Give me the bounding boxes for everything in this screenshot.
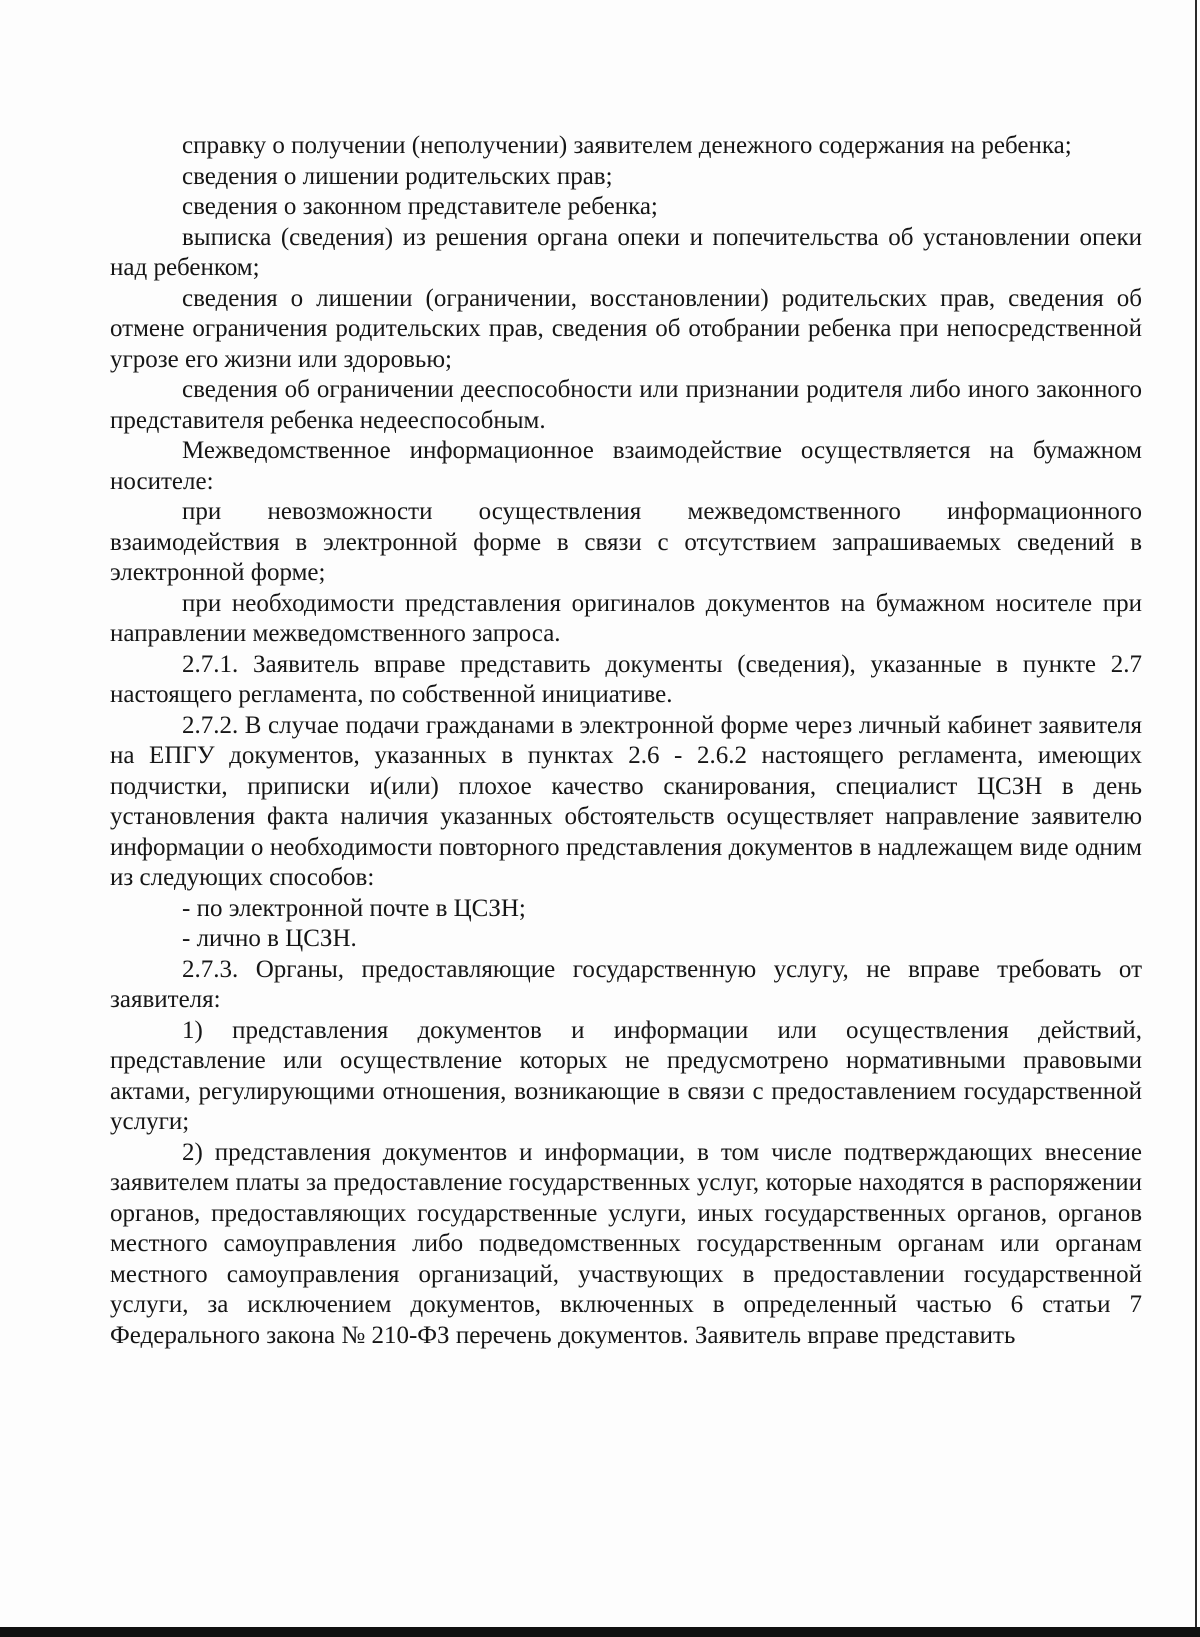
paragraph-item-2: 2) представления документов и информации, в том числе подтверждающих внесение заявителем платы за предоставление государственных услуг, которые находятся в распоряжении органов, предоставляющих государственные услуги, иных государственных органов, органов местного самоуправления либо подведомственных государственным органам или органам местного самоуправления организаций, участвующих в предоставлении государственной услуги, за исключением документов, включенных в определенный частью 6 статьи 7 Федерального закона № 210-ФЗ перечень документов. Заявитель вправе представить: [110, 1138, 1142, 1349]
paragraph-in-person-option: - лично в ЦСЗН.: [182, 925, 357, 952]
paragraph-parental-rights-info: сведения о лишении (ограничении, восстановлении) родительских прав, сведения об отмене ограничения родительских прав, сведения об отобрании ребенка при непосредственной угрозе его жизни или здоровью;: [110, 284, 1142, 373]
paragraph-email-option: - по электронной почте в ЦСЗН;: [182, 894, 526, 922]
paragraph-2-7-1: 2.7.1. Заявитель вправе представить документы (сведения), указанные в пункте 2.7 настоящего регламента, по собственной инициативе.: [110, 650, 1142, 708]
paragraph-2-7-2: 2.7.2. В случае подачи гражданами в электронной форме через личный кабинет заявителя на ЕПГУ документов, указанных в пунктах 2.6 - 2.6.2 настоящего регламента, имеющих подчистки, приписки и(или) плохое качество сканирования, специалист ЦСЗН в день установления факта наличия указанных обстоятельств осуществляет направление заявителю информации о необходимости повторного представления документов в надлежащем виде одним из следующих способов:: [110, 711, 1142, 891]
scan-right-edge: [1195, 0, 1197, 1637]
paragraph-electronic-impossible: при невозможности осуществления межведомственного информационного взаимодействия в электронной форме в связи с отсутствием запрашиваемых сведений в электронной форме;: [110, 498, 1142, 586]
paragraph-item-1: 1) представления документов и информации или осуществления действий, представление или осуществление которых не предусмотрено нормативными правовыми актами, регулирующими отношения, возникающие в связи с предоставлением государственной услуги;: [110, 1016, 1142, 1135]
paragraph-deprivation-rights: сведения о лишении родительских прав;: [182, 162, 613, 190]
paragraph-originals-required: при необходимости представления оригиналов документов на бумажном носителе при направлении межведомственного запроса.: [110, 589, 1142, 647]
paragraph-paper-interaction: Межведомственное информационное взаимодействие осуществляется на бумажном носителе:: [110, 437, 1142, 495]
scan-bottom-edge: [0, 1627, 1200, 1637]
paragraph-income-certificate: справку о получении (неполучении) заявителем денежного содержания на ребенка;: [182, 132, 1072, 159]
paragraph-incapacity-info: сведения об ограничении дееспособности или признании родителя либо иного законного представителя ребенка недееспособным.: [110, 376, 1142, 434]
paragraph-guardianship-extract: выписка (сведения) из решения органа опеки и попечительства об установлении опеки над ребенком;: [110, 223, 1142, 281]
paragraph-2-7-3: 2.7.3. Органы, предоставляющие государственную услугу, не вправе требовать от заявителя:: [110, 955, 1142, 1013]
paragraph-legal-representative: сведения о законном представителе ребенка;: [182, 193, 658, 220]
document-body: [110, 131, 1142, 1351]
